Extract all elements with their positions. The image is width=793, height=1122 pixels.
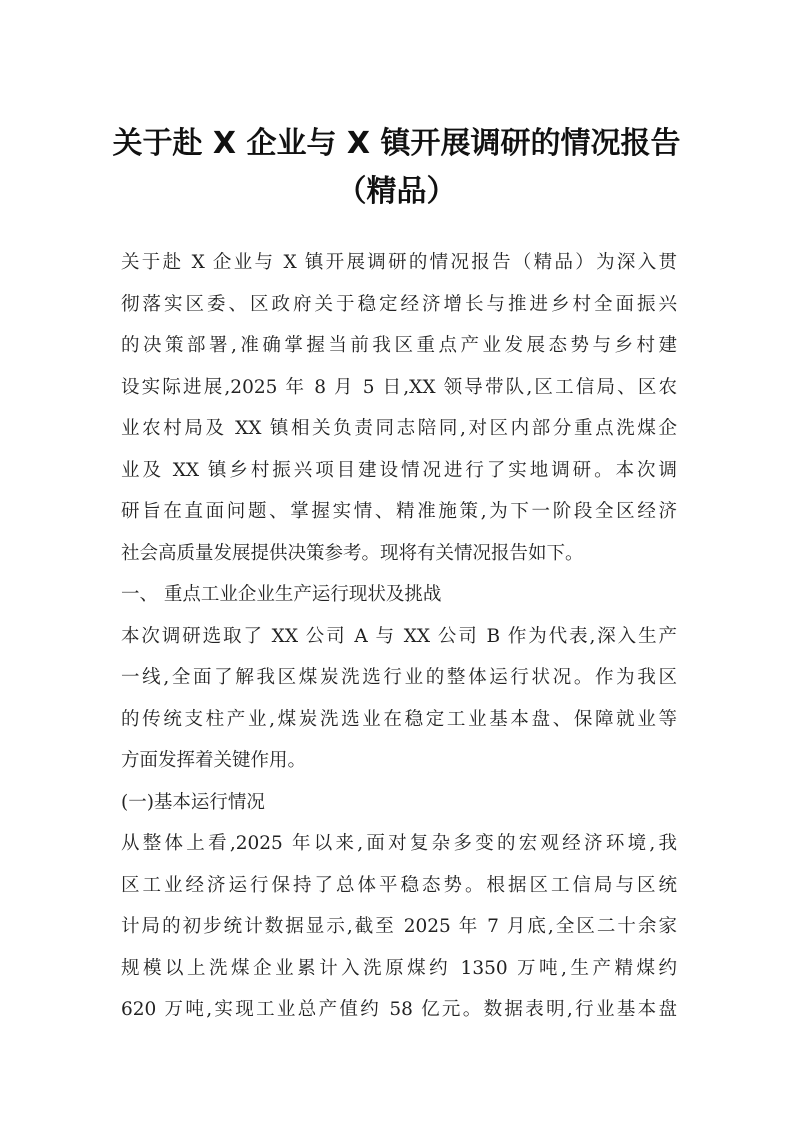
- subsection-paragraph-line: 620 万吨,实现工业总产值约 58 亿元。数据表明,行业基本盘: [121, 999, 677, 1020]
- intro-line: 业农村局及 XX 镇相关负责同志陪同,对区内部分重点洗煤企: [121, 418, 677, 439]
- intro-line: 业及 XX 镇乡村振兴项目建设情况进行了实地调研。本次调: [121, 459, 677, 481]
- intro-line: 设实际进展,2025 年 8 月 5 日,XX 领导带队,区工信局、区农: [121, 376, 677, 398]
- section-paragraph-line: 的传统支柱产业,煤炭洗选业在稳定工业基本盘、保障就业等: [121, 708, 677, 730]
- document-title-line-2: （精品）: [336, 174, 457, 209]
- intro-line: 研旨在直面问题、掌握实情、精准施策,为下一阶段全区经济: [121, 501, 677, 522]
- subsection-paragraph-line: 规模以上洗煤企业累计入洗原煤约 1350 万吨,生产精煤约: [121, 957, 677, 979]
- section-heading: 一、 重点工业企业生产运行现状及挑战: [121, 584, 442, 605]
- intro-line: 彻落实区委、区政府关于稳定经济增长与推进乡村全面振兴: [121, 293, 677, 315]
- document-body: [121, 242, 677, 1031]
- intro-line: 的决策部署,准确掌握当前我区重点产业发展态势与乡村建: [121, 335, 677, 356]
- subsection-heading: (一)基本运行情况: [121, 791, 265, 813]
- subsection-paragraph-line: 区工业经济运行保持了总体平稳态势。根据区工信局与区统: [121, 874, 677, 896]
- section-paragraph-line: 方面发挥着关键作用。: [121, 750, 307, 771]
- subsection-paragraph-line: 计局的初步统计数据显示,截至 2025 年 7 月底,全区二十余家: [121, 916, 677, 937]
- intro-line: 社会高质量发展提供决策参考。现将有关情况报告如下。: [121, 542, 584, 564]
- section-paragraph-line: 一线,全面了解我区煤炭洗选行业的整体运行状况。作为我区: [121, 667, 677, 688]
- document-title-line-1: 关于赴 X 企业与 X 镇开展调研的情况报告: [112, 126, 681, 161]
- intro-line: 关于赴 X 企业与 X 镇开展调研的情况报告（精品）为深入贯: [121, 252, 677, 273]
- section-paragraph-line: 本次调研选取了 XX 公司 A 与 XX 公司 B 作为代表,深入生产: [121, 625, 677, 647]
- subsection-paragraph-line: 从整体上看,2025 年以来,面对复杂多变的宏观经济环境,我: [121, 833, 677, 854]
